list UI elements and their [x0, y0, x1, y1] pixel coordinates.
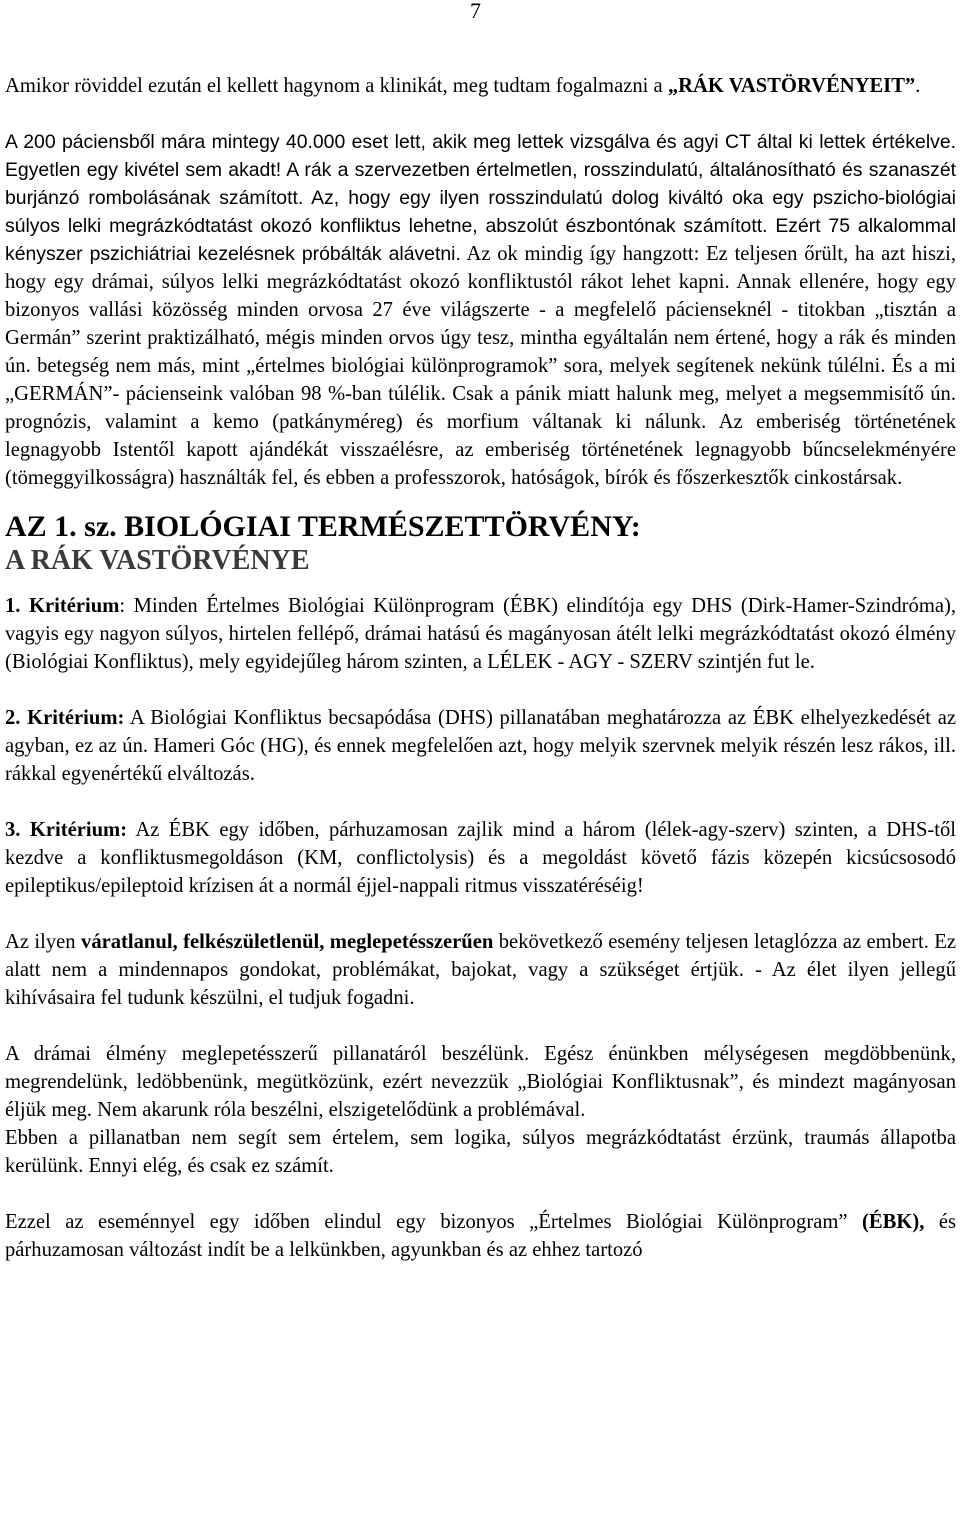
intro-sans-text: A 200 páciensből mára mintegy 40.000 eset lett, akik meg lettek vizsgálva és agyi CT által ki lettek értékelve. Egyetlen egy kivétel sem akadt! A rák a szervezetben értelmetlen, rosszindulatú, általánosítható és szanaszét burjánzó rombolásának számított. Az, hogy egy ilyen rosszindulatú dolog kiváltó oka egy pszicho-biológiai súlyos lelki megrázkódtatást okozó konfliktus lehetne, abszolút észbontónak számított. Ezért 75 alkalommal kényszer pszichiátriai kezelésnek próbálták alávetni. — [5, 131, 956, 265]
intro-paragraph-2 — [5, 128, 956, 492]
criterion-3 — [5, 816, 956, 900]
law-subtitle: A RÁK VASTÖRVÉNYE — [5, 545, 310, 576]
criterion-3-text: Az ÉBK egy időben, párhuzamosan zajlik mind a három (lélek-agy-szerv) szinten, a DHS-től kezdve a konfliktusmegoldáson (KM, conflictolysis) és a megoldást követő fázis közepén kicsúcsosodó epileptikus/epileptoid krízisen át a normál éjjel-nappali ritmus visszatéréséig! — [5, 819, 956, 897]
surprise-end: bekövetkező esemény teljesen letaglózza az embert. Ez alatt nem a mindennapos gondokat, problémákat, bajokat, vagy a szükséget értjük. - Az élet ilyen jellegű kihívásaira fel tudunk készülni, el tudjuk fogadni. — [5, 931, 956, 1009]
criterion-1-text: Minden Értelmes Biológiai Különprogram (ÉBK) elindítója egy DHS (Dirk-Hamer-Szindróma), vagyis egy nagyon súlyos, hirtelen fellépő, drámai hatású és magányosan átélt lelki megrázkódtatást okozó élmény (Biológiai Konfliktus), mely egyidejűleg három szinten, a LÉLEK - AGY - SZERV szintjén fut le. — [5, 595, 957, 673]
last-end: és párhuzamosan változást indít be a lelkünkben, agyunkban és az ehhez tartozó — [5, 1211, 956, 1261]
surprise-bold: váratlanul, felkészületlenül, meglepetésszerűen — [81, 931, 494, 953]
law-title: AZ 1. sz. BIOLÓGIAI TERMÉSZETTÖRVÉNY: — [5, 510, 641, 543]
last-bold: (ÉBK), — [862, 1211, 925, 1233]
criterion-3-num: 3. — [5, 819, 21, 841]
criterion-2-num: 2. — [5, 707, 21, 729]
criterion-2 — [5, 704, 956, 788]
criterion-2-label: Kritérium: — [27, 707, 125, 729]
intro-text: Amikor röviddel ezután el kellett hagynom a klinikát, meg tudtam fogalmazni a — [5, 75, 668, 97]
criterion-1-label: Kritérium — [29, 595, 120, 617]
intro-bold: „RÁK VASTÖRVÉNYEIT” — [667, 75, 916, 97]
surprise-start: Az ilyen — [5, 931, 82, 953]
criterion-1-sep: : — [119, 595, 126, 617]
intro-end: . — [915, 75, 921, 97]
criterion-2-text: A Biológiai Konfliktus becsapódása (DHS) pillanatában meghatározza az ÉBK elhelyezkedését az agyban, ez az ún. Hameri Góc (HG), és ennek megfelelően azt, hogy melyik szervnek melyik részén lesz rákos, ill. rákkal egyenértékű elváltozás. — [5, 707, 956, 785]
page-number: 7 — [470, 0, 481, 23]
intro-paragraph-1 — [5, 72, 956, 100]
criterion-3-label: Kritérium: — [29, 819, 128, 841]
paragraph-drama: A drámai élmény meglepetésszerű pillanatáról beszélünk. Egész énünkben mélységesen megdöbbenünk, megrendelünk, ledöbbenünk, megütközünk, ezért nevezzük „Biológiai Konfliktusnak”, és mindezt magányosan éljük meg. Nem akarunk róla beszélni, elszigetelődünk a problémával. — [5, 1043, 956, 1121]
intro-serif-text: Az ok mindig így hangzott: Ez teljesen őrült, ha azt hiszi, hogy egy drámai, súlyos lelki megrázkódtatást okozó konfliktustól rákot lehet kapni. Annak ellenére, hogy egy bizonyos vallási közösség minden orvosa 27 éve világszerte - a megfelelő pácienseknél - titokban „tisztán a Germán” szerint praktizálható, mégis minden orvos úgy tesz, mintha egyáltalán nem értené, hogy a rák és minden ún. betegség nem más, mint „értelmes biológiai különprogramok” sora, melyek segítenek nekünk túlélni. És a mi „GERMÁN”- pácienseink valóban 98 %-ban túlélik. Csak a pánik miatt halunk meg, melyet a megsemmisítő ún. prognózis, valamint a kemo (patkányméreg) és morfium váltanak ki nálunk. Az emberiség történetének legnagyobb Istentől kapott ajándékát visszaélésre, az emberiség történetének legnagyobb bűncselekményére (tömeggyilkosságra) használták fel, és ebben a professzorok, hatóságok, bírók és főszerkesztők cinkostársak. — [5, 243, 956, 489]
paragraph-moment: Ebben a pillanatban nem segít sem értelem, sem logika, súlyos megrázkódtatást érzünk, traumás állapotba kerülünk. Ennyi elég, és csak ez számít. — [5, 1127, 956, 1177]
last-start: Ezzel az eseménnyel egy időben elindul egy bizonyos „Értelmes Biológiai Különprogram” — [5, 1211, 862, 1233]
paragraph-last — [5, 1208, 956, 1264]
paragraph-surprise — [5, 928, 956, 1012]
document-body — [5, 72, 956, 1264]
criterion-1-num: 1. — [5, 595, 21, 617]
criterion-1 — [5, 592, 956, 676]
